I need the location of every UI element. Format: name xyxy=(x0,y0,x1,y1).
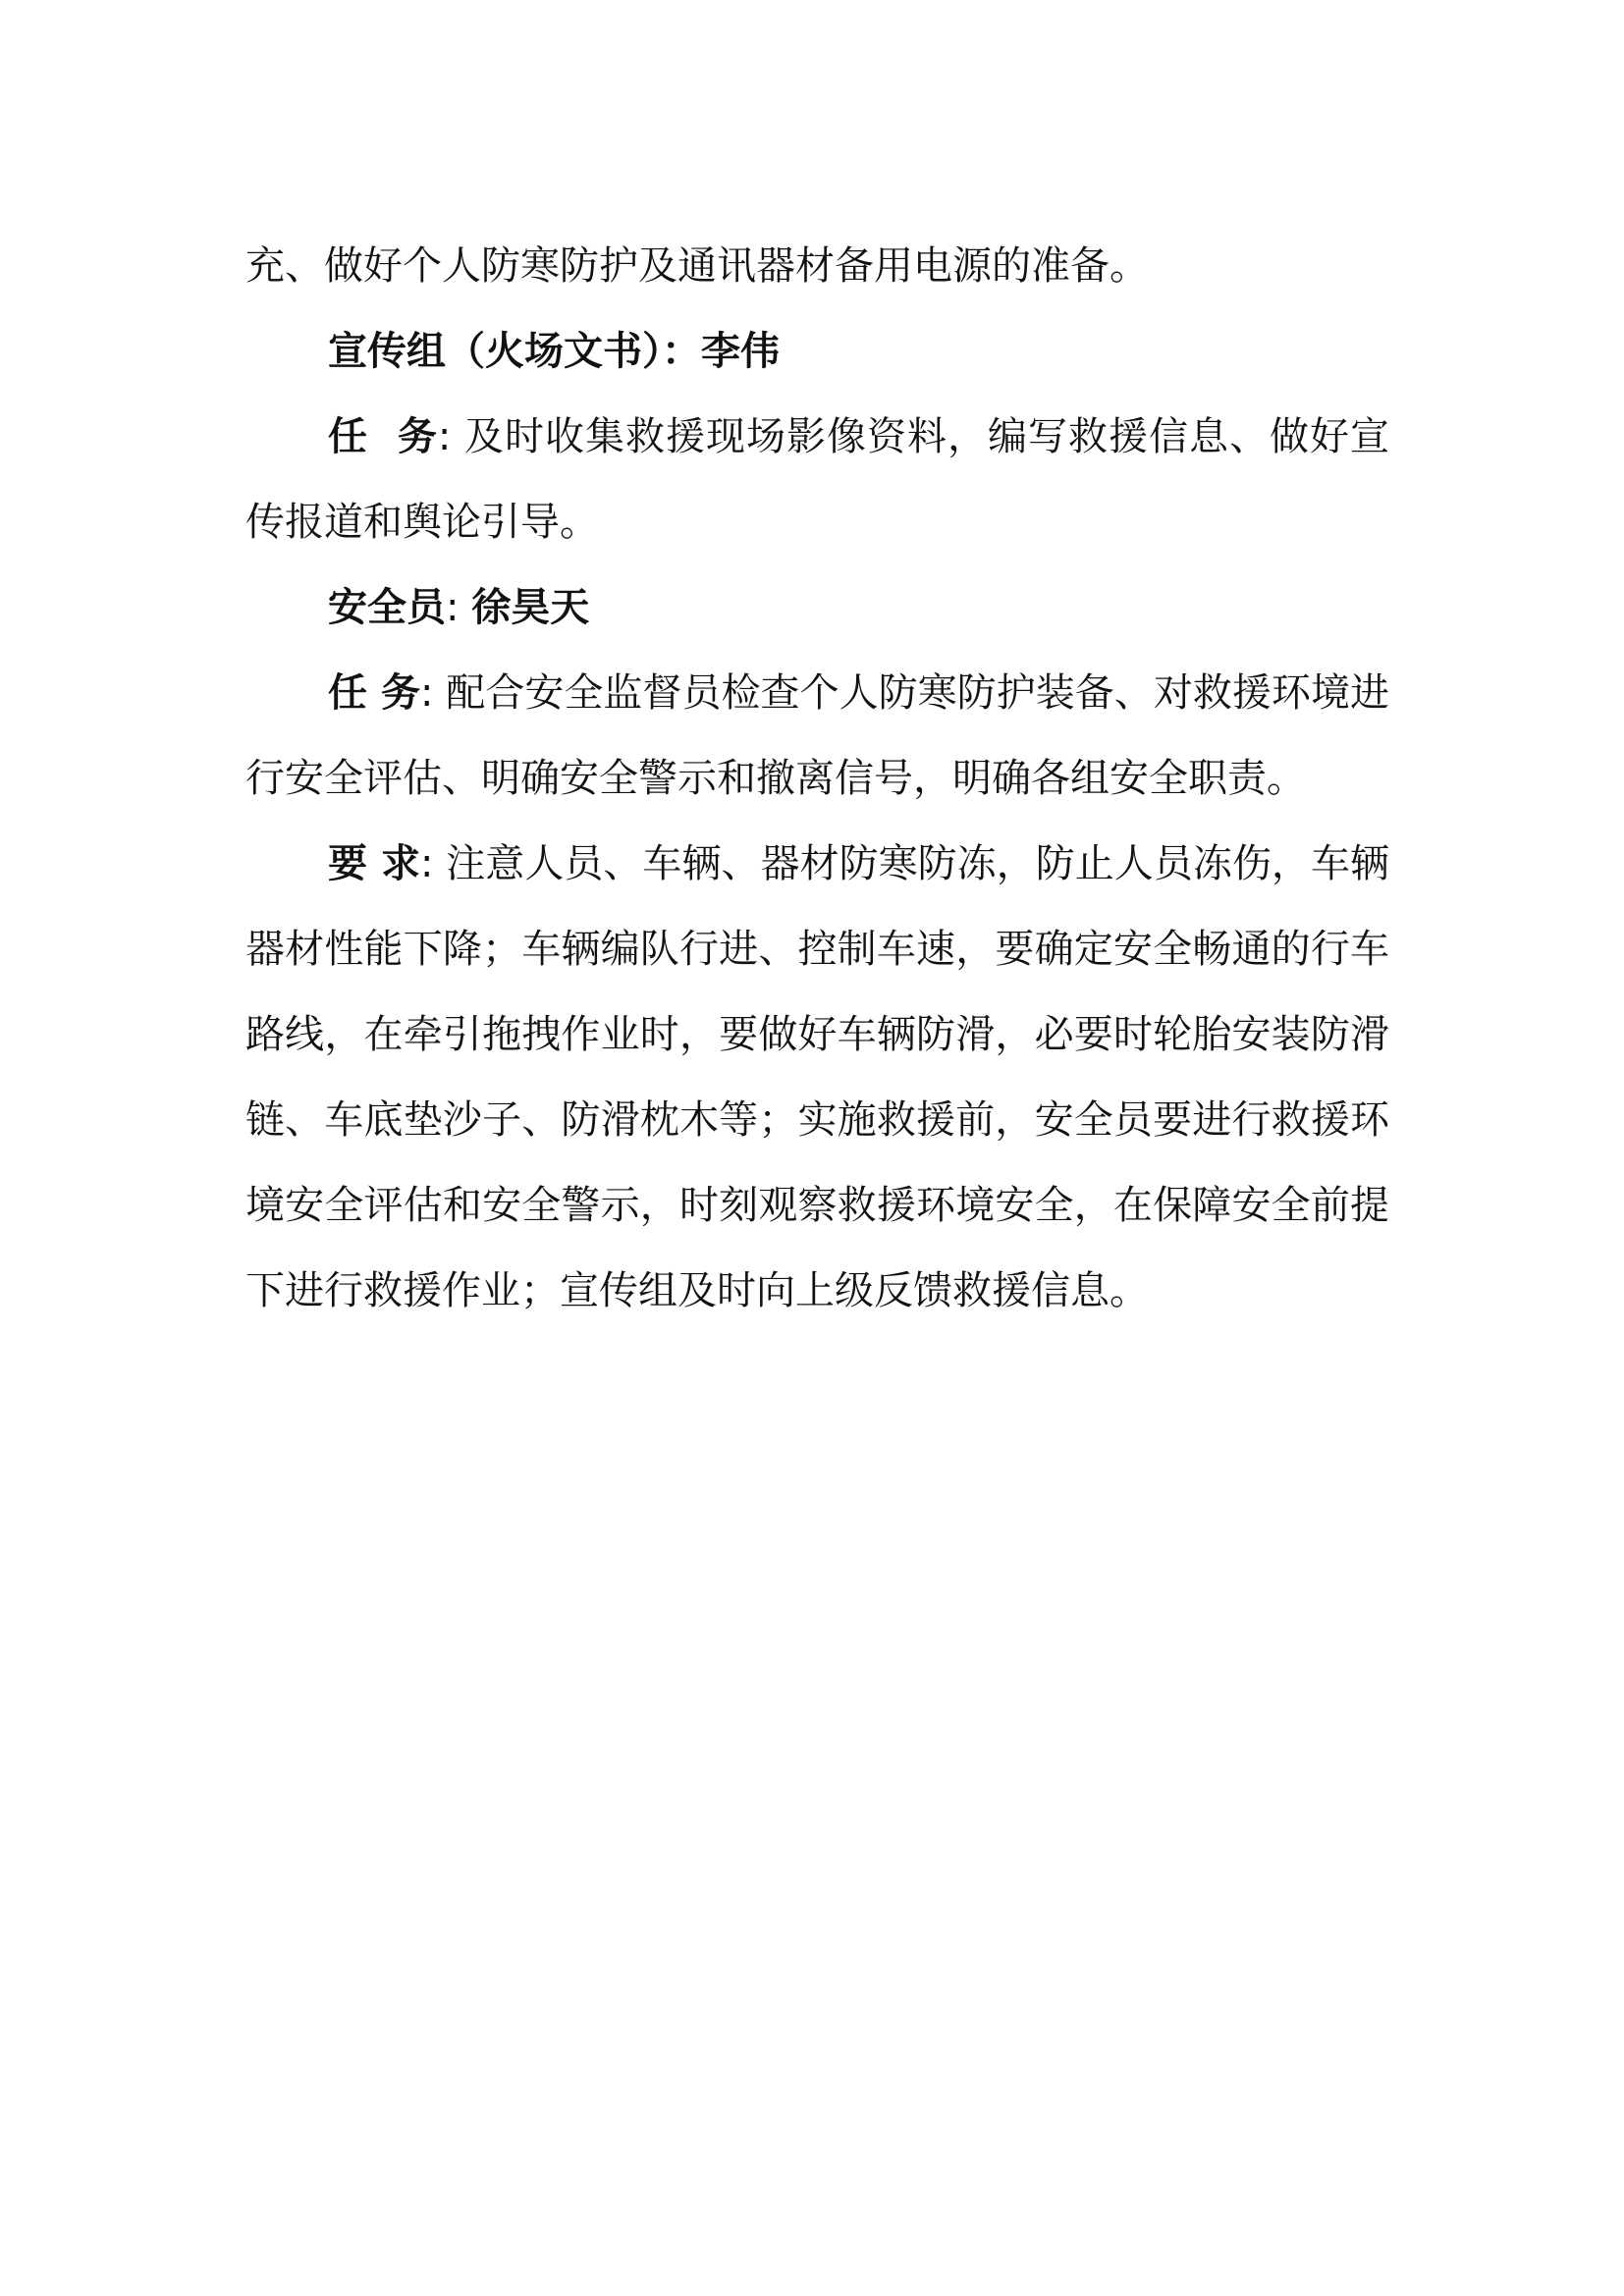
publicity-heading-text: 宣传组（火场文书）：李伟 xyxy=(328,329,780,374)
safety-officer-label: 安全员 xyxy=(328,585,446,630)
publicity-task-text: : 及时收集救援现场影像资料，编写救援信息、做好宣传报道和舆论引导。 xyxy=(245,414,1389,545)
paragraph-continuation xyxy=(245,224,1389,309)
requirements-paragraph xyxy=(245,822,1389,1334)
requirements-text: : 注意人员、车辆、器材防寒防冻，防止人员冻伤，车辆器材性能下降；车辆编队行进、控制车速，要确定安全畅通的行车路线，在牵引拖拽作业时，要做好车辆防滑，必要时轮胎安装防滑链、车底垫沙子、防滑枕木等；实施救援前，安全员要进行救援环境安全评估和安全警示，时刻观察救援环境安全，在保障安全前提下进行救援作业；宣传组及时向上级反馈救援信息。 xyxy=(245,841,1389,1313)
document-body xyxy=(245,224,1389,1334)
safety-officer-colon: : xyxy=(446,585,472,630)
publicity-task-paragraph xyxy=(245,395,1389,565)
safety-officer-heading xyxy=(245,565,1389,651)
publicity-task-label: 任 务 xyxy=(328,414,438,459)
safety-task-text: : 配合安全监督员检查个人防寒防护装备、对救援环境进行安全评估、明确安全警示和撤离信号，明确各组安全职责。 xyxy=(245,670,1389,801)
safety-task-paragraph xyxy=(245,651,1389,822)
paragraph-continuation-text: 充、做好个人防寒防护及通讯器材备用电源的准备。 xyxy=(245,243,1149,289)
safety-officer-name: 徐昊天 xyxy=(471,585,590,630)
publicity-heading xyxy=(245,309,1389,395)
safety-task-label: 任 务 xyxy=(328,670,421,716)
requirements-label: 要 求 xyxy=(328,841,421,886)
